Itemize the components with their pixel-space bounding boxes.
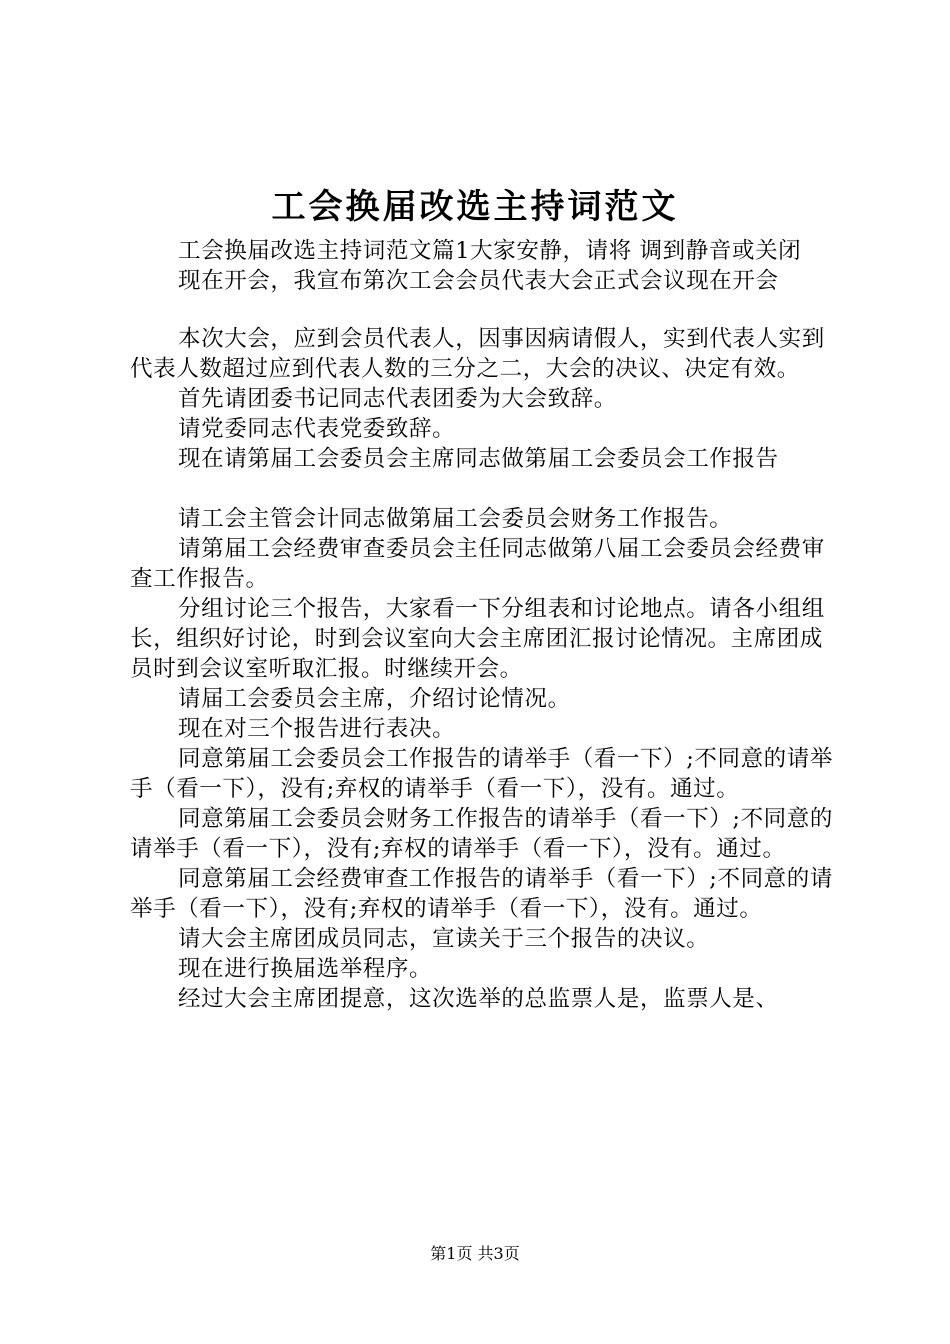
paragraph: 工会换届改选主持词范文篇1大家安静，请将 调到静音或关闭 (178, 238, 802, 264)
paragraph: 经过大会主席团提意，这次选举的总监票人是，监票人是、 (178, 986, 779, 1012)
blank-line (130, 474, 835, 504)
paragraph: 请大会主席团成员同志，宣读关于三个报告的决议。 (178, 926, 710, 952)
page-footer: 第1页 共3页 (430, 1244, 520, 1263)
paragraph: 本次大会，应到会员代表人，因事因病请假人，实到代表人实到代表人数超过应到代表人数的三分之二，大会的决议、决定有效。 (130, 326, 825, 382)
paragraph: 请工会主管会计同志做第届工会委员会财务工作报告。 (178, 506, 733, 532)
paragraph: 现在开会，我宣布第次工会会员代表大会正式会议现在开会 (178, 268, 779, 294)
paragraph: 现在请第届工会委员会主席同志做第届工会委员会工作报告 (178, 446, 779, 472)
paragraph: 请第届工会经费审查委员会主任同志做第八届工会委员会经费审查工作报告。 (130, 536, 825, 592)
paragraph: 分组讨论三个报告，大家看一下分组表和讨论地点。请各小组组长，组织好讨论，时到会议室向大会主席团汇报讨论情况。主席团成员时到会议室听取汇报。时继续开会。 (130, 596, 825, 682)
paragraph: 同意第届工会委员会工作报告的请举手（看一下）;不同意的请举手（看一下），没有;弃权的请举手（看一下），没有。通过。 (130, 746, 833, 802)
paragraph: 现在进行换届选举程序。 (178, 956, 433, 982)
blank-line (130, 296, 835, 324)
document-body (130, 236, 835, 1014)
paragraph: 现在对三个报告进行表决。 (178, 716, 456, 742)
document-title: 工会换届改选主持词范文 (271, 187, 679, 227)
paragraph: 同意第届工会委员会财务工作报告的请举手（看一下）;不同意的请举手（看一下），没有;弃权的请举手（看一下），没有。通过。 (130, 806, 833, 862)
paragraph: 请届工会委员会主席，介绍讨论情况。 (178, 686, 571, 712)
paragraph: 请党委同志代表党委致辞。 (178, 416, 456, 442)
paragraph: 同意第届工会经费审查工作报告的请举手（看一下）;不同意的请举手（看一下），没有;弃权的请举手（看一下），没有。通过。 (130, 866, 833, 922)
paragraph: 首先请团委书记同志代表团委为大会致辞。 (178, 386, 617, 412)
